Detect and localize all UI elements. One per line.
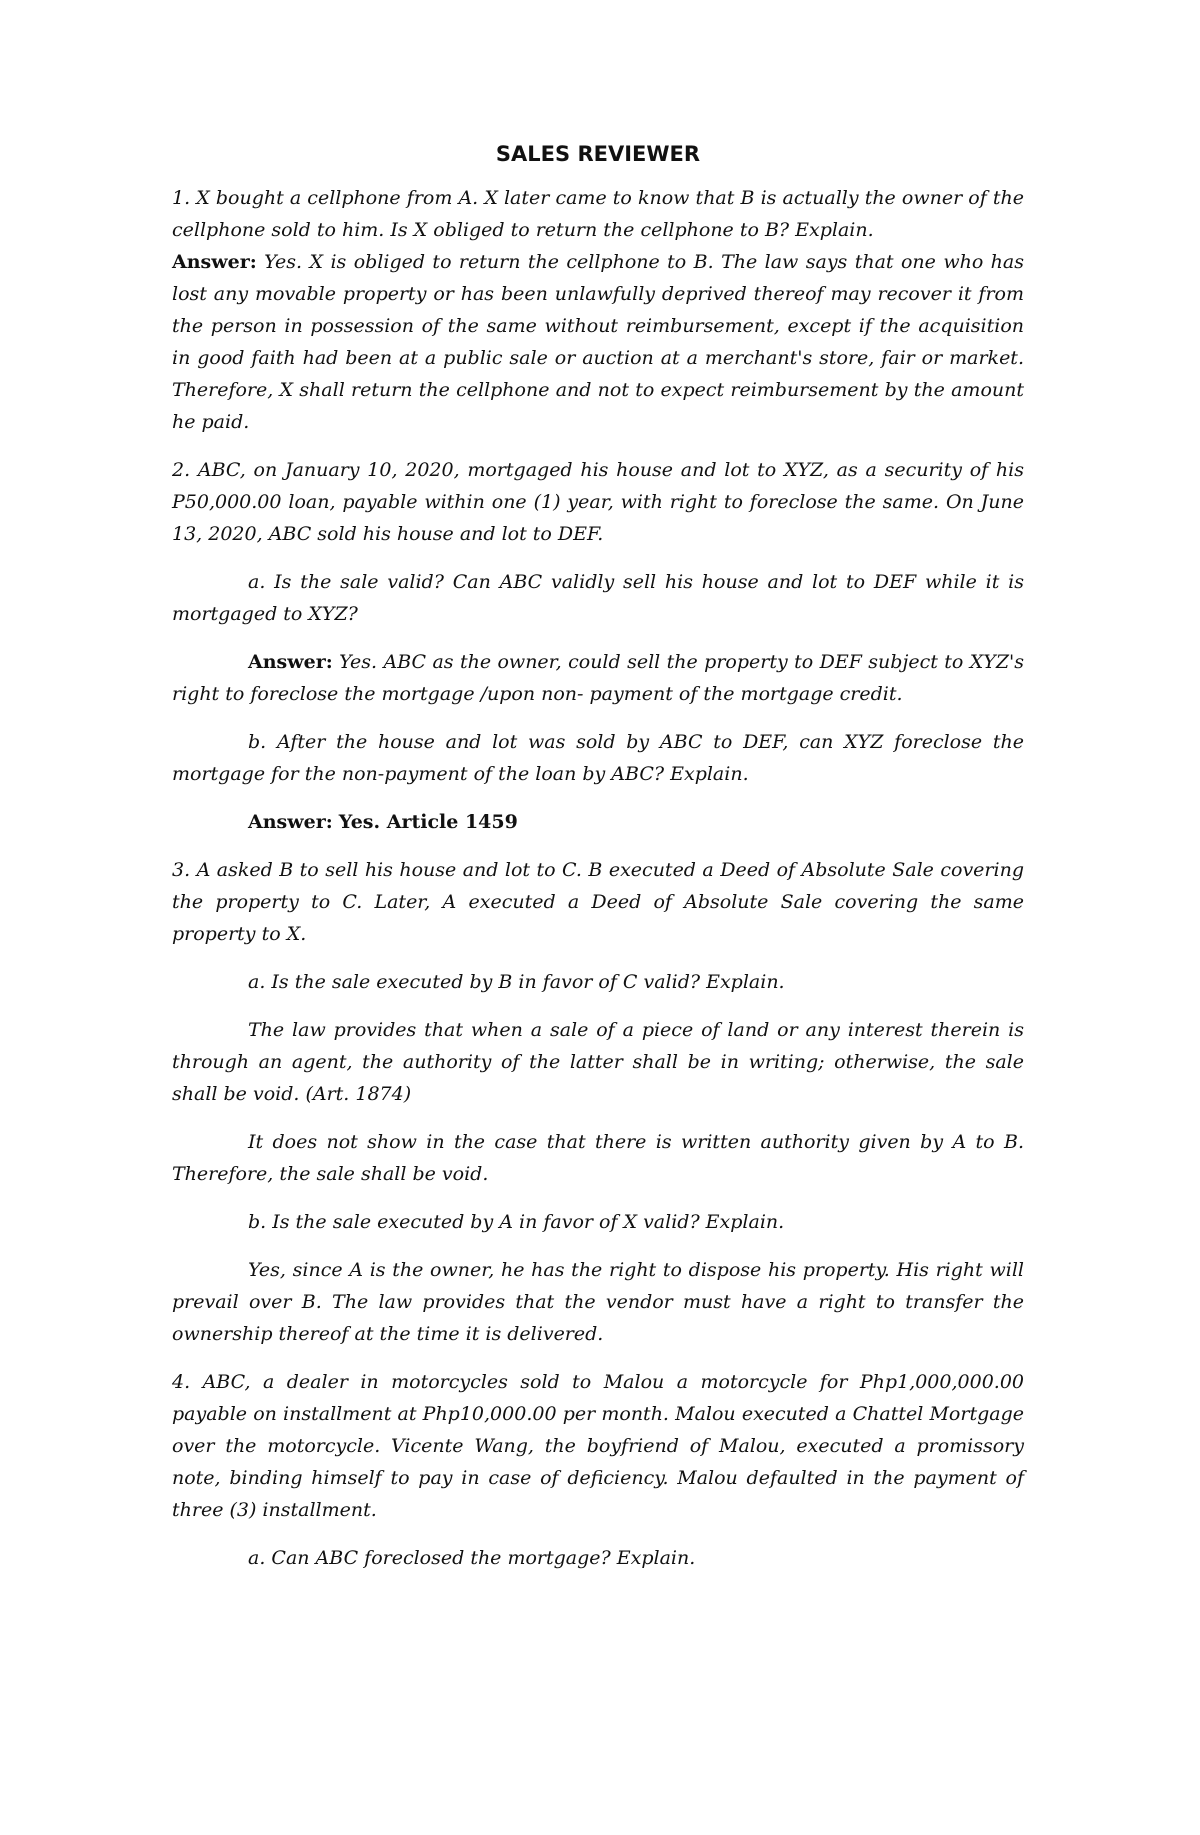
answer-3a-part-2: It does not show in the case that there is written authority given by A to B. Therefore, the sale shall be void.	[172, 1131, 1024, 1185]
answer-1-text: Yes. X is obliged to return the cellphone to B. The law says that one who has lost any movable property or has been unlawfully deprived thereof may recover it from the person in possession of the same without reimbursement, except if the acquisition in good faith had been at a public sale or auction at a merchant's store, fair or market. Therefore, X shall return the cellphone and not to expect reimbursement by the amount he paid.	[172, 251, 1024, 433]
answer-2a	[172, 646, 1024, 710]
answer-label: Answer:	[248, 811, 333, 833]
question-4a: a. Can ABC foreclosed the mortgage? Explain.	[248, 1547, 696, 1569]
answer-3b: Yes, since A is the owner, he has the right to dispose his property. His right will prevail over B. The law provides that the vendor must have a right to transfer the ownership thereof at the time it is delivered.	[172, 1259, 1024, 1345]
document-body	[172, 138, 1024, 1574]
question-1: 1. X bought a cellphone from A. X later came to know that B is actually the owner of the cellphone sold to him. Is X obliged to return the cellphone to B? Explain.	[172, 187, 1024, 241]
question-2a: a. Is the sale valid? Can ABC validly sell his house and lot to DEF while it is mortgaged to XYZ?	[172, 571, 1024, 625]
question-4: 4. ABC, a dealer in motorcycles sold to Malou a motorcycle for Php1,000,000.00 payable on installment at Php10,000.00 per month. Malou executed a Chattel Mortgage over the motorcycle. Vicente Wang, the boyfriend of Malou, executed a promissory note, binding himself to pay in case of deficiency. Malou defaulted in the payment of three (3) installment.	[172, 1371, 1024, 1521]
question-2: 2. ABC, on January 10, 2020, mortgaged his house and lot to XYZ, as a security of his P50,000.00 loan, payable within one (1) year, with right to foreclose the same. On June 13, 2020, ABC sold his house and lot to DEF.	[172, 459, 1024, 545]
answer-2b-text: Yes. Article 1459	[338, 811, 518, 833]
answer-label: Answer:	[248, 651, 333, 673]
question-3: 3. A asked B to sell his house and lot to C. B executed a Deed of Absolute Sale covering the property to C. Later, A executed a Deed of Absolute Sale covering the same property to X.	[172, 859, 1024, 945]
answer-2a-text: Yes. ABC as the owner, could sell the property to DEF subject to XYZ's right to foreclose the mortgage /upon non- payment of the mortgage credit.	[172, 651, 1025, 705]
answer-1	[172, 246, 1024, 438]
answer-3a-part-1: The law provides that when a sale of a piece of land or any interest therein is through an agent, the authority of the latter shall be in writing; otherwise, the sale shall be void. (Art. 1874)	[172, 1019, 1024, 1105]
answer-2b	[172, 806, 1024, 838]
question-2b: b. After the house and lot was sold by ABC to DEF, can XYZ foreclose the mortgage for the non-payment of the loan by ABC? Explain.	[172, 731, 1024, 785]
document-title: SALES REVIEWER	[495, 142, 701, 166]
answer-label: Answer:	[172, 251, 257, 273]
question-3a: a. Is the sale executed by B in favor of C valid? Explain.	[248, 971, 785, 993]
question-3b: b. Is the sale executed by A in favor of X valid? Explain.	[248, 1211, 785, 1233]
